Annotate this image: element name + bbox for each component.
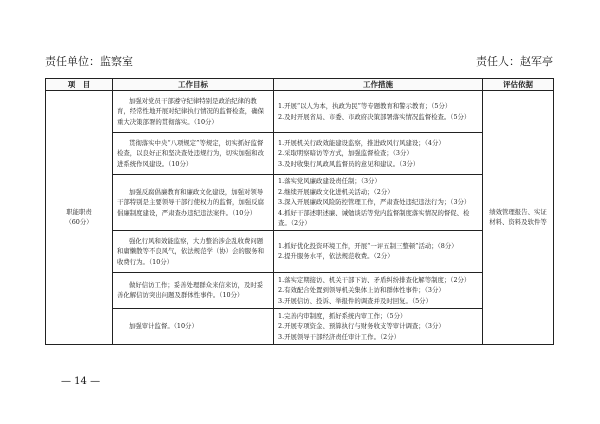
- table-row: [46, 308, 554, 344]
- table-row: [46, 91, 554, 133]
- measure-item: 1.落实党风廉政建设责任制；（3分）: [278, 177, 381, 185]
- measures-cell: [274, 272, 483, 308]
- measure-item: 2.提升服务水平，依法规范收费。（2分）: [278, 252, 394, 261]
- measures-cell: [274, 133, 483, 175]
- table-row: [46, 133, 554, 175]
- measure-item: 4.抓好干部述职述廉、诫勉谈话等党内监督制度落实情况的督促、检查。（2分）: [278, 208, 470, 228]
- table-row: [46, 272, 554, 308]
- measures-cell: [274, 91, 483, 133]
- category-cell: [46, 91, 113, 345]
- measure-item: 3.深入开展廉政风险防控管理工作，严肃查处违纪违法行为；（3分）: [278, 198, 471, 207]
- category-name: 职能职责: [66, 207, 92, 216]
- goal-cell: 做好信访工作；妥善处理群众来信来访，及时妥善化解信访突出问题及群体性事件。（10分）: [113, 272, 274, 308]
- column-header-goal: 工作目标: [113, 79, 274, 91]
- measures-cell: [274, 230, 483, 272]
- measure-item: 3.开展领导干部经济责任审计工作。（2分）: [278, 332, 400, 341]
- measure-item: 2.继续开展廉政文化进机关活动；（2分）: [278, 187, 394, 196]
- column-header-item: 项 目: [46, 79, 113, 91]
- goal-cell: 贯彻落实中央“八项规定”等规定，切实抓好监督检查，以良好正和坚决查处违规行为，切实加强和改进系统作风建设。（10分）: [113, 133, 274, 175]
- column-header-criteria: 评估依据: [483, 79, 554, 91]
- measure-item: 3.开展信访、投诉、举报件的调查并及时回复。（5分）: [278, 296, 432, 305]
- category-score: （60分）: [65, 218, 93, 227]
- measure-item: 1.抓好优化投资环境工作，开展“一评五制三整顿”活动；（8分）: [278, 241, 458, 250]
- responsibility-table: [45, 78, 554, 345]
- measure-item: 1.开展“以人为本，执政为民”等专题教育和警示教育；（5分）: [278, 101, 452, 110]
- measure-item: 2.有效配合处置到领导机关集体上访和群体性事件；（3分）: [278, 286, 445, 295]
- measure-item: 1.开展机关行政效能建设监察，推进政风行风建设；（4分）: [278, 138, 445, 147]
- table-row: [46, 175, 554, 231]
- responsible-unit: 责任单位：监察室: [45, 55, 133, 68]
- criteria-cell: 绩效管理报告、实证材料、资料及软件等: [483, 91, 554, 345]
- measure-item: 1.完善内审制度，抓好系统内审工作；（5分）: [278, 311, 407, 320]
- column-header-measures: 工作措施: [274, 79, 483, 91]
- measure-item: 3.及时收集行风政风监督员的意见和建议。（3分）: [278, 159, 420, 168]
- measures-cell: [274, 175, 483, 231]
- page-number: — 14 —: [61, 376, 101, 387]
- goal-cell: 加强反腐倡廉教育和廉政文化建设，加强对领导干部特别是主要领导干部行使权力的监督，加强反腐倡廉制度建设，严肃查办违纪违法案件。（10分）: [113, 175, 274, 231]
- goal-cell: 强化行风和效能监察，大力整治涉企乱收费问题和庸懒散等不良风气，依法规范学（协）会的服务和收费行为。（10分）: [113, 230, 274, 272]
- table-header-row: [46, 79, 554, 91]
- measures-cell: [274, 308, 483, 344]
- measure-item: 2.开展专项资金、预算执行与财务收支等审计调查；（3分）: [278, 322, 445, 331]
- responsible-person: 责任人：赵军亭: [476, 55, 553, 68]
- measure-item: 2.及时开展省局、市委、市政府决策部署落实情况监督检查。（5分）: [278, 112, 471, 121]
- measure-item: 2.采取明察暗访等方式，加强监督检查；（3分）: [278, 149, 413, 158]
- goal-cell: 加强对党员干部遵守纪律特别是政治纪律的教育，经常性地开展对纪律执行情况的监督检查，确保重大决策部署的贯彻落实。（10分）: [113, 91, 274, 133]
- document-header: [45, 53, 553, 69]
- table-row: [46, 230, 554, 272]
- measure-item: 1.落实定期接访、机关干部下访、矛盾纠纷排查化解等制度；（2分）: [278, 275, 471, 284]
- goal-cell: 加强审计监督。（10分）: [113, 308, 274, 344]
